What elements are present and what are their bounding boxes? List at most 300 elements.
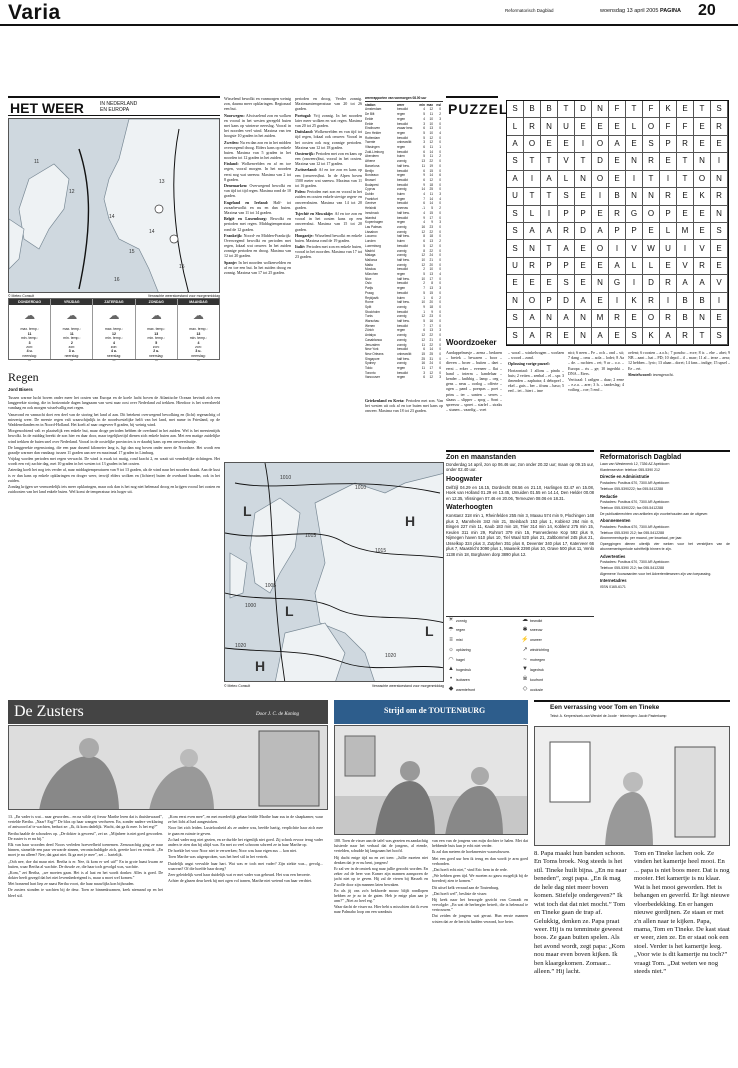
grid-cell: E <box>643 223 660 240</box>
legend-label: isobaren <box>456 677 470 682</box>
grid-cell: T <box>541 153 558 170</box>
table-cell: bewolkt <box>397 182 408 187</box>
verrassing-title: Een verrassing voor Tom en Tineke <box>550 704 660 711</box>
table-cell: 0 <box>439 126 441 131</box>
table-cell: Den Helder <box>365 130 382 135</box>
legend-item <box>520 637 594 645</box>
table-cell: 5 <box>423 130 425 135</box>
grid-cell: E <box>626 136 643 153</box>
grid-cell: D <box>575 223 592 240</box>
table-cell: 7 <box>423 196 425 201</box>
table-cell: 0 <box>439 187 441 192</box>
table-cell: 5 <box>423 272 425 277</box>
table-cell: Locarno <box>365 234 377 239</box>
legend-label: onweer <box>530 638 542 643</box>
table-cell: 7 <box>423 286 425 291</box>
europe-paragraph: Italië: Perioden met zon en enkele buien, vooral in het noorden. Maxima van 17 tot 23 graden. <box>295 244 362 260</box>
grid-cell: N <box>541 118 558 135</box>
pressure-label: 1000 <box>245 603 257 609</box>
grid-cell: T <box>575 153 592 170</box>
toutenburg-text-col2 <box>432 838 528 1064</box>
table-cell: 6 <box>423 347 425 352</box>
grid-cell: E <box>677 101 694 118</box>
table-cell: 6 <box>423 145 425 150</box>
table-cell: 9 <box>423 182 425 187</box>
europe-paragraph-lead: Zwitserland: <box>295 167 319 173</box>
grid-cell: L <box>626 118 643 135</box>
table-cell: regen <box>397 196 406 201</box>
grid-cell: O <box>524 136 541 153</box>
legend-label: windrichting <box>530 648 549 653</box>
table-cell: 12 <box>429 135 433 140</box>
grid-cell: T <box>694 101 711 118</box>
table-cell: zonnig <box>397 342 407 347</box>
table-cell: bewolkt <box>397 201 408 206</box>
grid-cell: O <box>592 240 609 257</box>
legend-label: bewolkt <box>530 618 543 623</box>
table-cell: 12 <box>421 262 425 267</box>
grid-cell: I <box>609 240 626 257</box>
table-cell: 8 <box>423 248 425 253</box>
table-cell: half bew. <box>397 319 410 324</box>
grid-cell: D <box>558 293 575 310</box>
table-cell: 12 <box>429 140 433 145</box>
legend-symbol-icon: ▼ <box>522 666 528 673</box>
grid-cell: S <box>558 275 575 292</box>
europe-paragraph: België en Luxemburg: Bewolkt en perioden met regen. Middagtemperatuur rond de 12 graden. <box>224 216 291 232</box>
legend-label: motregen <box>530 658 546 662</box>
grid-cell: E <box>575 240 592 257</box>
forecast-value: 3 u. <box>195 349 202 354</box>
grid-cell: E <box>575 258 592 275</box>
forecast-label: max. temp.: <box>20 327 39 332</box>
page-number: 20 <box>698 2 716 19</box>
grid-cell: I <box>677 240 694 257</box>
grid-cell: L <box>660 223 677 240</box>
table-cell: 25 <box>429 351 433 356</box>
forecast-label: min. temp.: <box>105 336 123 341</box>
toutenburg-paragraph: Hij keek naar het bezorgde gezicht van Conradt en vervolgde: „En wat de herbergier betreft, die is helemaal te vertrouwen.” <box>432 896 528 913</box>
grid-cell: E <box>592 118 609 135</box>
europe-paragraph: Wisselend bewolkt en vanmorgen weinig zon, daarna meer opklaringen. Regionaal een bui. <box>224 96 291 112</box>
table-cell: 0 <box>439 201 441 206</box>
table-cell: 14 <box>429 173 433 178</box>
cloud-icon: ☁ <box>24 309 36 322</box>
zusters-paragraph: Met bonzend hart liep ze naast Bertha voort, die haar nauwlijks kon bijhouden. <box>8 881 135 887</box>
europe-paragraph: Polen: Perioden met zon en vooral in het zuiden en oosten enkele stevige regen- en onweersbuien. Maxima van 14 tot 20 graden. <box>295 189 362 210</box>
grid-cell: P <box>541 258 558 275</box>
table-cell: 16 <box>421 361 425 366</box>
table-cell: regen <box>397 145 406 150</box>
table-cell: Moskou <box>365 267 377 272</box>
table-cell: 31 <box>429 356 433 361</box>
grid-cell: G <box>626 206 643 223</box>
colofon-line: Telefoon 055-5390222; fax 055-5412288 <box>600 486 664 491</box>
grid-cell: R <box>643 153 660 170</box>
verrassing-illustration <box>534 726 730 846</box>
table-cell: 15 <box>429 168 433 173</box>
europe-paragraph: Frankrijk: Noord- en Midden-Frankrijk: Overwegend bewolkt en perioden met regen, lokaal wat onweer. In het zuiden zonnige perioden en droog. Maxima van 12 tot 20 graden. <box>224 232 291 259</box>
table-cell: 0 <box>439 342 441 347</box>
grid-cell: S <box>507 101 524 118</box>
table-cell: 9 <box>423 215 425 220</box>
toutenburg-paragraph: Dat zeiden de jongens wat gerust. Hun eerste mannen wisten dat ze de bericht hadden verzond, hoe beter. <box>432 913 528 924</box>
pressure-label: 1015 <box>375 548 387 554</box>
forecast-day-label: ZATERDAG <box>93 299 134 305</box>
table-cell: 6 <box>431 295 433 300</box>
forecast-value: ... <box>28 358 32 362</box>
table-cell: 21 <box>429 337 433 342</box>
zusters-paragraph: Bertha haalde de schouders op. „De dokter is geweest”, zei ze. „Mijnheer is niet goed geworden. De zuster is er nu bij.” <box>8 830 163 841</box>
grid-cell: E <box>507 275 524 292</box>
colofon-line: Klantenservice: telefoon 055-5390 212 <box>600 467 660 472</box>
grid-cell: E <box>711 310 728 327</box>
grid-cell: K <box>694 188 711 205</box>
table-cell: 13 <box>429 286 433 291</box>
grid-cell: V <box>677 258 694 275</box>
table-cell: Londen <box>365 239 376 244</box>
table-cell: 22 <box>429 159 433 164</box>
table-cell: 6 <box>423 201 425 206</box>
grid-cell: S <box>507 240 524 257</box>
forecast-value: 13 <box>196 331 201 336</box>
table-header-cell: station <box>365 102 376 107</box>
table-cell: 0 <box>439 121 441 126</box>
forecast-label: zon: <box>68 344 76 349</box>
table-cell: 0 <box>439 337 441 342</box>
colofon-line: Directie en Administratie <box>600 474 650 480</box>
table-cell: bewolkt <box>397 290 408 295</box>
table-cell: 2 <box>439 239 441 244</box>
table-cell: 11 <box>421 366 425 371</box>
puzzle-title: PUZZEL <box>448 101 509 117</box>
table-cell: 23 <box>429 314 433 319</box>
table-cell: Malaga <box>365 253 376 258</box>
grid-cell: I <box>660 293 677 310</box>
table-cell: bewolkt <box>397 177 408 182</box>
table-cell: zonnig <box>397 304 407 309</box>
grid-cell: I <box>609 293 626 310</box>
europe-paragraph-lead: België en Luxemburg: <box>224 216 271 222</box>
table-cell: Aberdeen <box>365 154 379 159</box>
table-cell: Tokio <box>365 366 373 371</box>
legend-label: lagedruk <box>530 667 544 672</box>
table-cell: 6 <box>439 366 441 371</box>
table-cell: Stockholm <box>365 309 380 314</box>
grid-cell: S <box>507 153 524 170</box>
cloud-icon: ☁ <box>150 309 162 322</box>
legend-symbol-icon: ☂ <box>448 626 454 633</box>
map-temp: 16 <box>114 277 120 283</box>
grid-cell: R <box>660 275 677 292</box>
grid-cell: T <box>541 188 558 205</box>
grid-cell: E <box>694 223 711 240</box>
forecast-value: 4 <box>113 340 115 345</box>
forecast-label: max. temp.: <box>104 327 124 332</box>
grid-cell: N <box>626 153 643 170</box>
table-cell: Twente <box>365 140 376 145</box>
table-cell: zonnig <box>397 187 407 192</box>
grid-cell: S <box>558 188 575 205</box>
grid-cell: A <box>558 310 575 327</box>
verrassing-heading <box>534 700 730 724</box>
table-cell: 10 <box>421 257 425 262</box>
table-cell: Wenen <box>365 323 376 328</box>
table-cell: 3 <box>439 286 441 291</box>
colofon-line: Algemene Voorwaarden voor het Advertentiewezen zijn van toepassing. <box>600 571 712 576</box>
table-cell: 0 <box>439 168 441 173</box>
zusters-title: De Zusters <box>14 703 84 720</box>
grid-cell: N <box>575 310 592 327</box>
legend-label: sneeuw <box>530 628 543 633</box>
table-cell: Singapore <box>365 356 380 361</box>
table-cell: 17 <box>429 215 433 220</box>
regen-paragraph: Vrijdag worden perioden met regen verwacht. De wind is zwak tot matig, rond kracht 2, en waait uit vernderlijke richtingen. Het wordt een vrij zachte dag, met 10 graden in het westen tot 13 graden in het oosten. <box>8 456 220 467</box>
europe-paragraph: perioden en droog. Verder zonnig. Maximumtemperatuur van 20 tot 26 graden. <box>295 96 362 112</box>
table-cell: 2 <box>423 281 425 286</box>
table-cell: 5 <box>423 112 425 117</box>
table-cell: Madrid <box>365 248 375 253</box>
table-cell: 9 <box>423 304 425 309</box>
table-cell: 6 <box>423 149 425 154</box>
grid-cell: A <box>694 275 711 292</box>
grid-cell: N <box>575 328 592 345</box>
table-cell: onbewolkt <box>397 351 412 356</box>
table-cell: Eelde <box>365 116 374 121</box>
table-cell: regen <box>397 272 406 277</box>
grid-cell: F <box>609 101 626 118</box>
table-cell: 5 <box>423 243 425 248</box>
table-cell: Sydney <box>365 361 376 366</box>
forecast-value: 3 u. <box>68 349 75 354</box>
table-cell: München <box>365 272 379 277</box>
table-cell: half bew. <box>397 356 410 361</box>
grid-cell: P <box>558 258 575 275</box>
colofon-line: Telefoon 055-5390 212; fax 055-5412288 <box>600 530 665 535</box>
verrassing-byline: Tekst: A. Kerpershoek-van Wendel de Joode · tekeningen: Jacob Pasterkamp <box>550 714 667 718</box>
table-cell: 12 <box>429 177 433 182</box>
table-cell: Berlijn <box>365 168 374 173</box>
table-cell: Luxemburg <box>365 243 381 248</box>
grid-cell: A <box>507 171 524 188</box>
forecast-value: 4 u. <box>110 349 118 354</box>
grid-cell: E <box>541 275 558 292</box>
grid-cell: B <box>694 293 711 310</box>
grid-cell: P <box>575 206 592 223</box>
table-cell: Rotterdam <box>365 135 380 140</box>
weather-map-europe <box>224 462 444 682</box>
grid-cell: K <box>660 101 677 118</box>
grid-cell: A <box>592 223 609 240</box>
legend-symbol-icon: ✱ <box>522 626 528 633</box>
grid-cell: N <box>592 101 609 118</box>
grid-cell: E <box>677 188 694 205</box>
table-cell: 9 <box>431 220 433 225</box>
table-cell: Helsinki <box>365 206 377 211</box>
grid-cell: E <box>558 328 575 345</box>
table-cell: 13 <box>421 159 425 164</box>
table-cell: 14 <box>429 149 433 154</box>
forecast-table <box>8 298 220 360</box>
legend-item <box>446 637 520 645</box>
grid-cell: F <box>660 118 677 135</box>
table-cell: Bordeaux <box>365 173 379 178</box>
puzzle-heading <box>446 96 509 120</box>
table-cell: 0 <box>439 257 441 262</box>
legend-item <box>520 676 594 684</box>
colofon-line: Postadres: Postbus 670, 7300 AR Apeldoorn <box>600 481 670 486</box>
grid-cell: N <box>524 240 541 257</box>
table-cell: 0 <box>439 370 441 375</box>
legend-symbol-icon: ≡ <box>449 636 453 643</box>
table-cell: bewolkt <box>397 281 408 286</box>
table-cell: 0 <box>439 107 441 112</box>
table-cell: buien <box>397 295 405 300</box>
grid-cell: S <box>711 101 728 118</box>
legend-symbol-icon: ~ <box>523 656 527 663</box>
grid-cell: T <box>626 101 643 118</box>
table-cell: 25 <box>421 356 425 361</box>
table-cell: 18 <box>429 182 433 187</box>
table-cell: zonnig <box>397 333 407 338</box>
table-cell: half bew. <box>397 257 410 262</box>
table-cell: 0 <box>439 281 441 286</box>
grid-cell: A <box>575 293 592 310</box>
europe-paragraph-lead: Spanje: <box>224 259 239 265</box>
forecast-day-label: DONDERDAG <box>9 299 50 305</box>
colofon-line: Laan van Westenenk 12, 7336 AZ Apeldoorn <box>600 462 670 466</box>
grid-cell: N <box>694 310 711 327</box>
grid-cell: I <box>524 171 541 188</box>
table-cell: 2 <box>439 154 441 159</box>
grid-cell: S <box>711 223 728 240</box>
table-cell: 20 <box>429 300 433 305</box>
grid-cell: A <box>592 328 609 345</box>
legend-symbol-icon: ▲ <box>448 666 454 673</box>
zusters-author: Door J. C. de Koning <box>256 712 300 717</box>
table-cell: De Bilt <box>365 112 375 117</box>
table-cell: 11 <box>421 163 425 168</box>
table-cell: 0 <box>439 210 441 215</box>
table-cell: Istanbul <box>365 215 377 220</box>
table-cell: 6 <box>423 328 425 333</box>
grid-cell: G <box>609 275 626 292</box>
forecast-label: neerslag: <box>191 353 206 358</box>
pressure-label: 1015 <box>305 533 317 539</box>
forecast-day <box>93 299 135 362</box>
table-cell: 24 <box>429 361 433 366</box>
table-cell: 4 <box>423 107 425 112</box>
grid-cell: S <box>507 328 524 345</box>
table-cell: 4 <box>439 130 441 135</box>
europe-paragraph: Denemarken: Overwegend bewolkt en van tijd tot tijd regen. Maxima rond de 10 graden. <box>224 183 291 199</box>
europe-paragraph: Finland: Wolkenvelden en af en toe regen, vooral morgen. In het noorden eerst nog wat sneeuw. Maxima van 2 tot 8 graden. <box>224 161 291 182</box>
legend-symbol-icon: ☁ <box>522 617 528 623</box>
colofon-line: Postadres: Postbus 670, 7300 AR Apeldoorn <box>600 560 670 565</box>
table-header-cell: weer <box>397 102 405 107</box>
forecast-day-label: MAANDAG <box>178 299 219 305</box>
forecast-label: max. temp.: <box>62 327 81 332</box>
table-cell: 6 <box>439 173 441 178</box>
grid-cell: R <box>558 223 575 240</box>
table-cell: 6 <box>423 177 425 182</box>
forecast-value: 12 <box>112 331 116 336</box>
table-header-cell: min <box>419 102 425 107</box>
table-cell: 3 <box>439 116 441 121</box>
table-cell: Oslo <box>365 281 372 286</box>
table-cell: regen <box>397 116 406 121</box>
forecast-label: min. temp.: <box>63 336 81 341</box>
map-temp: 12 <box>69 189 75 195</box>
table-cell: 12 <box>421 337 425 342</box>
grid-cell: M <box>592 310 609 327</box>
woordzoeker-title: Woordzoeker <box>446 338 497 347</box>
table-cell: 7 <box>423 323 425 328</box>
table-cell: 4 <box>439 196 441 201</box>
high-pressure-marker: H <box>405 513 416 529</box>
grid-cell: V <box>626 240 643 257</box>
grid-cell: I <box>575 136 592 153</box>
grid-cell: D <box>592 153 609 170</box>
table-cell: 4 <box>423 192 425 197</box>
zusters-paragraph: Elk van haar woorden deed Noors verleden hoeveelheid toenemen. Zenuwachtig ging ze naar binnen, stamelde een paar verwarde zinnen, verontschuldigde zich, greetie kort en vertrok. „En moet je nu alleen? Nee, dat gaat niet. Ik ga met je mee”, zei ... hartelijk. <box>8 841 163 858</box>
table-cell: bewolkt <box>397 107 408 112</box>
table-cell: 12 <box>421 253 425 258</box>
europe-paragraph: Engeland en Ierland: Half- tot zwaarbewolkt en nu en dan buien. Maxima van 11 tot 14 graden. <box>224 199 291 215</box>
grid-cell: N <box>711 171 728 188</box>
grid-cell: E <box>694 206 711 223</box>
grid-cell: M <box>677 223 694 240</box>
table-cell: buien <box>397 239 405 244</box>
table-cell: 9 <box>423 173 425 178</box>
table-cell: Innsbruck <box>365 210 379 215</box>
grid-cell: E <box>609 153 626 170</box>
legend-symbol-icon: ☀ <box>448 617 454 623</box>
grid-cell: P <box>660 136 677 153</box>
colofon-line: Abonnementsprijs: per maand, per kwartaal, per jaar. <box>600 536 683 541</box>
table-cell: Kopenhagen <box>365 220 384 225</box>
grid-cell: O <box>643 310 660 327</box>
map2-caption: © Meteo Consult Verwachte weerstoestand voor morgenmiddag <box>224 684 444 688</box>
grid-cell: F <box>677 118 694 135</box>
regen-title: Regen <box>8 370 39 384</box>
grid-cell: U <box>558 118 575 135</box>
table-cell: buien <box>397 154 405 159</box>
table-cell: Genève <box>365 201 377 206</box>
table-cell: 0 <box>439 276 441 281</box>
table-cell: Parijs <box>365 286 373 291</box>
grid-cell: A <box>507 136 524 153</box>
table-cell: Rome <box>365 300 374 305</box>
grid-cell: E <box>609 171 626 188</box>
grid-cell: I <box>711 153 728 170</box>
table-cell: 6 <box>423 168 425 173</box>
table-cell: 1 <box>439 145 441 150</box>
table-cell: Dublin <box>365 192 375 197</box>
grid-cell: T <box>524 153 541 170</box>
europe-paragraph: Noorwegen: Afwisselend zon en wolken en vooral in het westen geregeld buien met kans op winterse neerslag. Vooral in het noorden veel wind. Maxima van ten hoogste 10 graden in het zuiden. <box>224 112 291 139</box>
table-cell: bewolkt <box>397 309 408 314</box>
table-cell: 5 <box>423 135 425 140</box>
grid-cell: R <box>643 293 660 310</box>
colofon-line: Redactie <box>600 493 618 499</box>
table-cell: 22 <box>429 229 433 234</box>
europe-paragraph-lead: Engeland en Ierland: <box>224 199 274 205</box>
toutenburg-text-col1 <box>334 838 428 1064</box>
grid-cell: D <box>643 275 660 292</box>
grid-cell: B <box>524 101 541 118</box>
woordzoeker-words: Aardappelmesje – arena – bedaren – breiek – bewaren – boor – dieven – broer – buiten – daet – eerst – erker – eveneer – flat – hand – interm – kandelaar – kender – knibbig – lamp – oeg – gens – neus – oorlog – offerte – ogen – pand – poespas – poet – prins – ter – santen – serres – slaaus – slipper – spog – Sont – spreeuw – sprret – starlef – straks – stunen – vaardig – voet <box>446 350 502 413</box>
